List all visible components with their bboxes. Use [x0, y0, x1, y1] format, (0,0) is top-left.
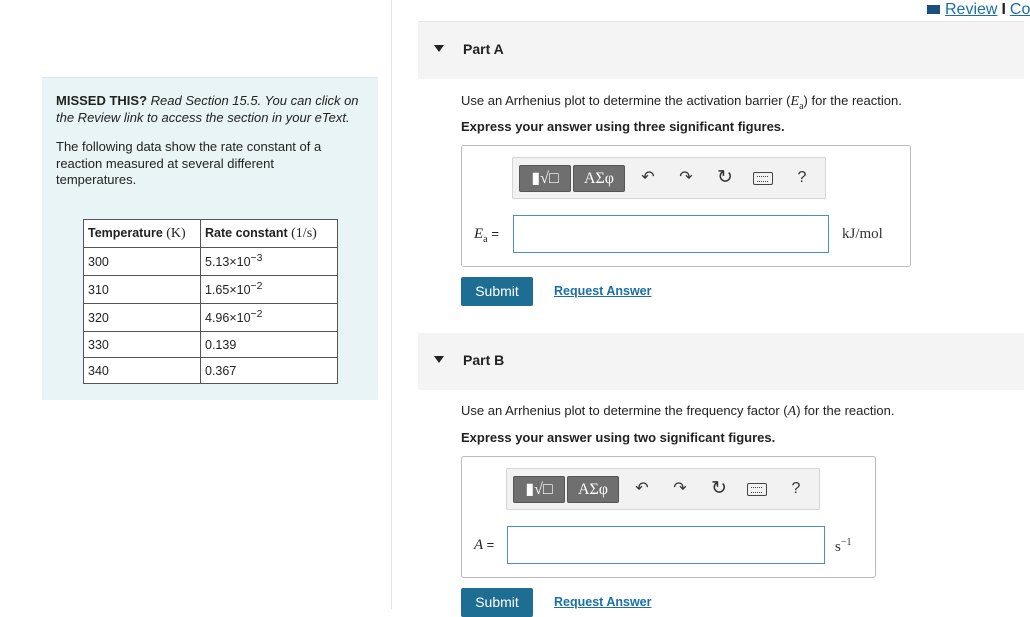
- part-a-answer-box: [461, 145, 911, 267]
- math-toolbar: [506, 468, 820, 510]
- rate-cell: 0.367: [201, 358, 338, 384]
- temp-cell: 300: [84, 248, 201, 276]
- reset-icon[interactable]: ↻: [711, 478, 727, 499]
- templates-button[interactable]: ▮√□: [519, 165, 571, 192]
- help-icon[interactable]: ?: [797, 169, 807, 186]
- rate-cell: 0.139: [201, 332, 338, 358]
- temp-cell: 320: [84, 304, 201, 332]
- header-temperature: Temperature (K): [84, 220, 201, 248]
- table-row: [84, 358, 338, 384]
- rate-cell: $1.65\times 10^{-2}$: [201, 276, 338, 304]
- missed-this-label: MISSED THIS?: [56, 93, 148, 108]
- rate-cell: $4.96\times 10^{-2}$: [201, 304, 338, 332]
- missed-this-text: [56, 93, 364, 126]
- table-row: [84, 332, 338, 358]
- book-icon: [926, 5, 940, 14]
- redo-icon[interactable]: ↷: [673, 480, 687, 497]
- part-b-title: Part B: [463, 352, 505, 368]
- math-toolbar: [512, 157, 826, 199]
- variable-label: A =: [474, 537, 495, 553]
- answer-input[interactable]: [507, 526, 825, 564]
- unit-label: kJ/mol: [842, 226, 883, 242]
- request-answer-link[interactable]: Request Answer: [554, 284, 652, 298]
- submit-button[interactable]: Submit: [461, 277, 533, 306]
- table-row: [84, 304, 338, 332]
- part-a-question: Use an Arrhenius plot to determine the activation barrier $(E_a)$ for the reaction.: [461, 93, 902, 112]
- header-rate-constant: Rate constant (1/s): [201, 220, 338, 248]
- keyboard-icon[interactable]: [747, 483, 767, 496]
- missed-this-callout: [42, 77, 378, 400]
- answer-input[interactable]: [513, 215, 829, 253]
- rate-cell: $5.13\times 10^{-3}$: [201, 248, 338, 276]
- part-b-question: Use an Arrhenius plot to determine the frequency factor (A) for the reaction.: [461, 403, 895, 419]
- temp-cell: 330: [84, 332, 201, 358]
- review-bar: [926, 1, 1030, 19]
- missed-this-body: Read Section 15.5. You can click on the Review link to access the section in your eText.: [56, 93, 359, 125]
- unit-label: $s^{-1}$: [835, 537, 852, 555]
- table-row: [84, 276, 338, 304]
- separator: I: [1001, 1, 1006, 18]
- intro-text: The following data show the rate constant of a reaction measured at several different temperatures.: [56, 139, 322, 187]
- reset-icon[interactable]: ↻: [717, 167, 733, 188]
- table-header-row: [84, 220, 338, 248]
- left-panel: [0, 0, 392, 609]
- review-link[interactable]: Review: [945, 1, 998, 18]
- redo-icon[interactable]: ↷: [679, 169, 693, 186]
- part-a-title: Part A: [463, 41, 504, 57]
- data-table: [83, 219, 338, 384]
- collapse-triangle-icon[interactable]: [434, 356, 444, 363]
- table-row: [84, 248, 338, 276]
- greek-symbols-button[interactable]: ΑΣφ: [573, 165, 625, 192]
- request-answer-link[interactable]: Request Answer: [554, 595, 652, 609]
- keyboard-icon[interactable]: [753, 172, 773, 185]
- part-a-instruction: Express your answer using three significant figures.: [461, 119, 785, 134]
- undo-icon[interactable]: ↶: [635, 480, 649, 497]
- templates-button[interactable]: ▮√□: [513, 476, 565, 503]
- submit-button[interactable]: Submit: [461, 588, 533, 617]
- part-a-header[interactable]: [418, 22, 1024, 79]
- variable-label: $E_a$ =: [474, 226, 499, 245]
- temp-cell: 310: [84, 276, 201, 304]
- collapse-triangle-icon[interactable]: [434, 45, 444, 52]
- part-b-header[interactable]: [418, 333, 1024, 390]
- greek-symbols-button[interactable]: ΑΣφ: [567, 476, 619, 503]
- constants-link[interactable]: Co: [1009, 1, 1030, 18]
- undo-icon[interactable]: ↶: [641, 169, 655, 186]
- part-b-instruction: Express your answer using two significant figures.: [461, 430, 776, 445]
- help-icon[interactable]: ?: [791, 480, 801, 497]
- temp-cell: 340: [84, 358, 201, 384]
- part-b-answer-box: [461, 456, 876, 578]
